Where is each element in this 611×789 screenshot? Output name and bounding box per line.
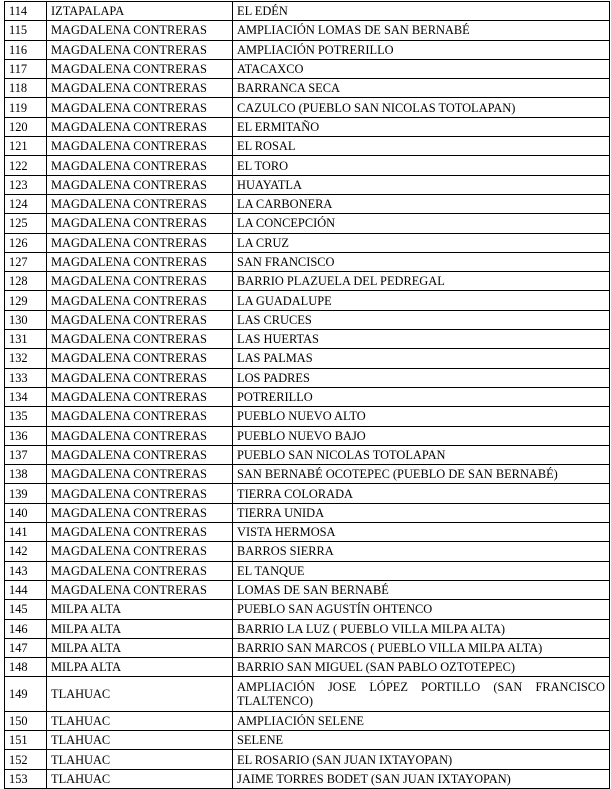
- row-number-cell: 145: [5, 600, 47, 619]
- table-row: [5, 252, 610, 271]
- table-row: [5, 465, 610, 484]
- row-number-cell: 138: [5, 465, 47, 484]
- alcaldia-cell: MAGDALENA CONTRERAS: [47, 137, 233, 156]
- row-number-cell: 124: [5, 194, 47, 213]
- colonia-cell: VISTA HERMOSA: [233, 523, 610, 542]
- alcaldia-cell: MAGDALENA CONTRERAS: [47, 561, 233, 580]
- table-row: [5, 21, 610, 40]
- table-row: [5, 561, 610, 580]
- colonia-cell: ATACAXCO: [233, 59, 610, 78]
- colonia-cell: EL ERMITAÑO: [233, 117, 610, 136]
- colonia-cell: AMPLIACIÓN POTRERILLO: [233, 40, 610, 59]
- table-row: [5, 580, 610, 599]
- colonia-cell: AMPLIACIÓN SELENE: [233, 711, 610, 730]
- row-number-cell: 121: [5, 137, 47, 156]
- alcaldia-cell: MAGDALENA CONTRERAS: [47, 426, 233, 445]
- row-number-cell: 125: [5, 214, 47, 233]
- colonia-cell: CAZULCO (PUEBLO SAN NICOLAS TOTOLAPAN): [233, 98, 610, 117]
- alcaldia-cell: TLAHUAC: [47, 750, 233, 769]
- alcaldia-cell: MAGDALENA CONTRERAS: [47, 40, 233, 59]
- alcaldia-cell: MAGDALENA CONTRERAS: [47, 117, 233, 136]
- colonia-cell: JAIME TORRES BODET (SAN JUAN IXTAYOPAN): [233, 769, 610, 788]
- table-row: [5, 503, 610, 522]
- table-row: [5, 2, 610, 21]
- table-row: [5, 677, 610, 712]
- colonia-cell: BARROS SIERRA: [233, 542, 610, 561]
- table-row: [5, 769, 610, 788]
- row-number-cell: 153: [5, 769, 47, 788]
- colonia-cell: TIERRA UNIDA: [233, 503, 610, 522]
- row-number-cell: 116: [5, 40, 47, 59]
- alcaldia-cell: MAGDALENA CONTRERAS: [47, 233, 233, 252]
- table-row: [5, 310, 610, 329]
- table-body: [5, 2, 610, 789]
- row-number-cell: 143: [5, 561, 47, 580]
- row-number-cell: 128: [5, 272, 47, 291]
- colonias-table: [4, 1, 610, 789]
- row-number-cell: 146: [5, 619, 47, 638]
- table-row: [5, 175, 610, 194]
- colonia-cell: EL TANQUE: [233, 561, 610, 580]
- alcaldia-cell: MAGDALENA CONTRERAS: [47, 214, 233, 233]
- colonia-cell: PUEBLO SAN AGUSTÍN OHTENCO: [233, 600, 610, 619]
- alcaldia-cell: MAGDALENA CONTRERAS: [47, 252, 233, 271]
- alcaldia-cell: MAGDALENA CONTRERAS: [47, 523, 233, 542]
- alcaldia-cell: TLAHUAC: [47, 769, 233, 788]
- table-row: [5, 484, 610, 503]
- colonia-cell: EL ROSARIO (SAN JUAN IXTAYOPAN): [233, 750, 610, 769]
- row-number-cell: 142: [5, 542, 47, 561]
- row-number-cell: 115: [5, 21, 47, 40]
- table-row: [5, 750, 610, 769]
- alcaldia-cell: MAGDALENA CONTRERAS: [47, 465, 233, 484]
- row-number-cell: 135: [5, 407, 47, 426]
- colonia-cell: PUEBLO SAN NICOLAS TOTOLAPAN: [233, 445, 610, 464]
- alcaldia-cell: MAGDALENA CONTRERAS: [47, 272, 233, 291]
- row-number-cell: 151: [5, 731, 47, 750]
- colonia-cell: EL ROSAL: [233, 137, 610, 156]
- alcaldia-cell: MAGDALENA CONTRERAS: [47, 542, 233, 561]
- row-number-cell: 133: [5, 368, 47, 387]
- alcaldia-cell: MAGDALENA CONTRERAS: [47, 98, 233, 117]
- colonia-cell: SELENE: [233, 731, 610, 750]
- colonia-cell: SAN BERNABÉ OCOTEPEC (PUEBLO DE SAN BERNABÉ): [233, 465, 610, 484]
- alcaldia-cell: MAGDALENA CONTRERAS: [47, 156, 233, 175]
- row-number-cell: 147: [5, 638, 47, 657]
- colonia-cell: BARRIO SAN MARCOS ( PUEBLO VILLA MILPA ALTA): [233, 638, 610, 657]
- colonia-cell: EL EDÉN: [233, 2, 610, 21]
- colonia-cell: BARRIO SAN MIGUEL (SAN PABLO OZTOTEPEC): [233, 658, 610, 677]
- row-number-cell: 126: [5, 233, 47, 252]
- colonia-cell: TIERRA COLORADA: [233, 484, 610, 503]
- alcaldia-cell: MAGDALENA CONTRERAS: [47, 580, 233, 599]
- table-row: [5, 638, 610, 657]
- table-row: [5, 98, 610, 117]
- table-row: [5, 426, 610, 445]
- table-row: [5, 40, 610, 59]
- alcaldia-cell: MAGDALENA CONTRERAS: [47, 59, 233, 78]
- table-row: [5, 79, 610, 98]
- row-number-cell: 122: [5, 156, 47, 175]
- row-number-cell: 150: [5, 711, 47, 730]
- table-row: [5, 445, 610, 464]
- colonia-cell: POTRERILLO: [233, 387, 610, 406]
- row-number-cell: 119: [5, 98, 47, 117]
- colonia-cell: LOS PADRES: [233, 368, 610, 387]
- row-number-cell: 131: [5, 330, 47, 349]
- row-number-cell: 129: [5, 291, 47, 310]
- table-row: [5, 233, 610, 252]
- row-number-cell: 132: [5, 349, 47, 368]
- alcaldia-cell: MAGDALENA CONTRERAS: [47, 368, 233, 387]
- row-number-cell: 114: [5, 2, 47, 21]
- row-number-cell: 140: [5, 503, 47, 522]
- table-row: [5, 349, 610, 368]
- row-number-cell: 117: [5, 59, 47, 78]
- colonia-cell: EL TORO: [233, 156, 610, 175]
- row-number-cell: 141: [5, 523, 47, 542]
- row-number-cell: 120: [5, 117, 47, 136]
- alcaldia-cell: MILPA ALTA: [47, 638, 233, 657]
- colonia-cell: SAN FRANCISCO: [233, 252, 610, 271]
- colonia-cell: LA CONCEPCIÓN: [233, 214, 610, 233]
- table-row: [5, 368, 610, 387]
- colonia-cell: LAS HUERTAS: [233, 330, 610, 349]
- alcaldia-cell: MAGDALENA CONTRERAS: [47, 484, 233, 503]
- table-row: [5, 542, 610, 561]
- alcaldia-cell: MAGDALENA CONTRERAS: [47, 21, 233, 40]
- row-number-cell: 152: [5, 750, 47, 769]
- colonia-cell: LAS CRUCES: [233, 310, 610, 329]
- colonia-cell: LAS PALMAS: [233, 349, 610, 368]
- row-number-cell: 134: [5, 387, 47, 406]
- table-row: [5, 731, 610, 750]
- colonia-cell: LA GUADALUPE: [233, 291, 610, 310]
- alcaldia-cell: TLAHUAC: [47, 731, 233, 750]
- alcaldia-cell: MAGDALENA CONTRERAS: [47, 79, 233, 98]
- row-number-cell: 139: [5, 484, 47, 503]
- colonia-cell: LOMAS DE SAN BERNABÉ: [233, 580, 610, 599]
- table-row: [5, 658, 610, 677]
- row-number-cell: 130: [5, 310, 47, 329]
- table-row: [5, 600, 610, 619]
- colonia-cell: BARRANCA SECA: [233, 79, 610, 98]
- colonia-cell: BARRIO PLAZUELA DEL PEDREGAL: [233, 272, 610, 291]
- colonia-cell: AMPLIACIÓN LOMAS DE SAN BERNABÉ: [233, 21, 610, 40]
- row-number-cell: 144: [5, 580, 47, 599]
- table-row: [5, 330, 610, 349]
- table-row: [5, 272, 610, 291]
- table-row: [5, 291, 610, 310]
- alcaldia-cell: MILPA ALTA: [47, 658, 233, 677]
- row-number-cell: 127: [5, 252, 47, 271]
- alcaldia-cell: TLAHUAC: [47, 677, 233, 712]
- alcaldia-cell: MAGDALENA CONTRERAS: [47, 445, 233, 464]
- table-row: [5, 194, 610, 213]
- table-row: [5, 619, 610, 638]
- alcaldia-cell: MILPA ALTA: [47, 619, 233, 638]
- table-row: [5, 117, 610, 136]
- row-number-cell: 148: [5, 658, 47, 677]
- alcaldia-cell: MAGDALENA CONTRERAS: [47, 194, 233, 213]
- row-number-cell: 137: [5, 445, 47, 464]
- table-row: [5, 523, 610, 542]
- colonia-cell: AMPLIACIÓN JOSE LÓPEZ PORTILLO (SAN FRANCISCO TLALTENCO): [233, 677, 610, 712]
- colonia-cell: PUEBLO NUEVO BAJO: [233, 426, 610, 445]
- alcaldia-cell: MAGDALENA CONTRERAS: [47, 407, 233, 426]
- alcaldia-cell: MILPA ALTA: [47, 600, 233, 619]
- row-number-cell: 118: [5, 79, 47, 98]
- colonia-cell: BARRIO LA LUZ ( PUEBLO VILLA MILPA ALTA): [233, 619, 610, 638]
- alcaldia-cell: TLAHUAC: [47, 711, 233, 730]
- alcaldia-cell: IZTAPALAPA: [47, 2, 233, 21]
- table-row: [5, 711, 610, 730]
- table-row: [5, 156, 610, 175]
- table-row: [5, 59, 610, 78]
- table-row: [5, 407, 610, 426]
- alcaldia-cell: MAGDALENA CONTRERAS: [47, 291, 233, 310]
- row-number-cell: 149: [5, 677, 47, 712]
- colonia-cell: PUEBLO NUEVO ALTO: [233, 407, 610, 426]
- table-row: [5, 387, 610, 406]
- alcaldia-cell: MAGDALENA CONTRERAS: [47, 503, 233, 522]
- table-row: [5, 137, 610, 156]
- alcaldia-cell: MAGDALENA CONTRERAS: [47, 330, 233, 349]
- row-number-cell: 123: [5, 175, 47, 194]
- alcaldia-cell: MAGDALENA CONTRERAS: [47, 310, 233, 329]
- alcaldia-cell: MAGDALENA CONTRERAS: [47, 175, 233, 194]
- colonia-cell: LA CRUZ: [233, 233, 610, 252]
- colonia-cell: HUAYATLA: [233, 175, 610, 194]
- row-number-cell: 136: [5, 426, 47, 445]
- colonia-cell: LA CARBONERA: [233, 194, 610, 213]
- table-row: [5, 214, 610, 233]
- alcaldia-cell: MAGDALENA CONTRERAS: [47, 349, 233, 368]
- alcaldia-cell: MAGDALENA CONTRERAS: [47, 387, 233, 406]
